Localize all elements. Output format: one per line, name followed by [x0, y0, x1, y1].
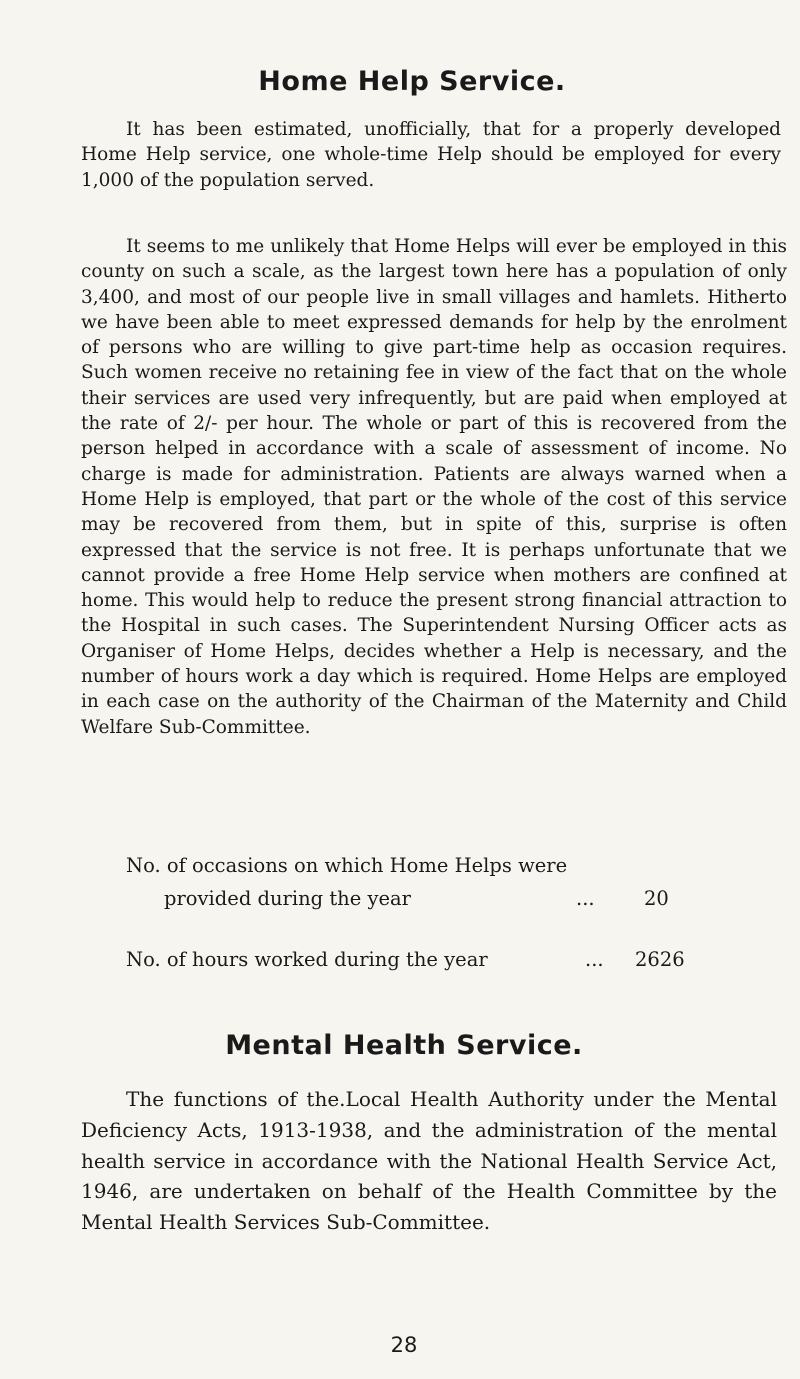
occasions-leader-dots: ... — [576, 887, 595, 910]
hours-label: No. of hours worked during the year — [126, 948, 488, 971]
home-help-heading: Home Help Service. — [258, 66, 566, 97]
occasions-label-line1: No. of occasions on which Home Helps were — [126, 854, 568, 877]
home-help-paragraph-1: It has been estimated, unofficially, that for a properly developed Home Help service, one whole-time Help should be employed for every 1,000 of the population served. — [81, 119, 781, 191]
hours-stat — [126, 948, 706, 971]
occasions-value: 20 — [644, 887, 669, 910]
mental-health-heading: Mental Health Service. — [225, 1030, 583, 1061]
home-help-paragraph-2: It seems to me unlikely that Home Helps will ever be employed in this county on such a scale, as the largest town here has a population of only 3,400, and most of our people live in small villages and hamlets. Hitherto we have been able to meet expressed demands for help by the enrolment of persons who are willing to give part-time help as occasion requires. Such women receive no retaining fee in view of the fact that on the whole their services are used very infrequently, but are paid when employed at the rate of 2/- per hour. The whole or part of this is recovered from the person helped in accordance with a scale of assessment of income. No charge is made for administration. Patients are always warned when a Home Help is employed, that part or the whole of the cost of this service may be recovered from them, but in spite of this, surprise is often expressed that the service is not free. It is perhaps unfortunate that we cannot provide a free Home Help service when mothers are confined at home. This would help to reduce the present strong financial attraction to the Hospital in such cases. The Superintendent Nursing Officer acts as Organiser of Home Helps, decides whether a Help is necessary, and the number of hours work a day which is required. Home Helps are employed in each case on the authority of the Chairman of the Maternity and Child Welfare Sub-Committee. — [81, 236, 787, 738]
hours-leader-dots: ... — [585, 948, 604, 971]
page-number: 28 — [390, 1333, 418, 1357]
occasions-label-line2: provided during the year — [164, 887, 411, 910]
hours-value: 2626 — [635, 948, 685, 971]
mental-health-paragraph: The functions of the.Local Health Authority under the Mental Deficiency Acts, 1913-1938, and the administration of the mental health service in accordance with the National Health Service Act, 1946, are undertaken on behalf of the Health Committee by the Mental Health Services Sub-Committee. — [81, 1087, 777, 1235]
occasions-stat — [126, 854, 686, 910]
